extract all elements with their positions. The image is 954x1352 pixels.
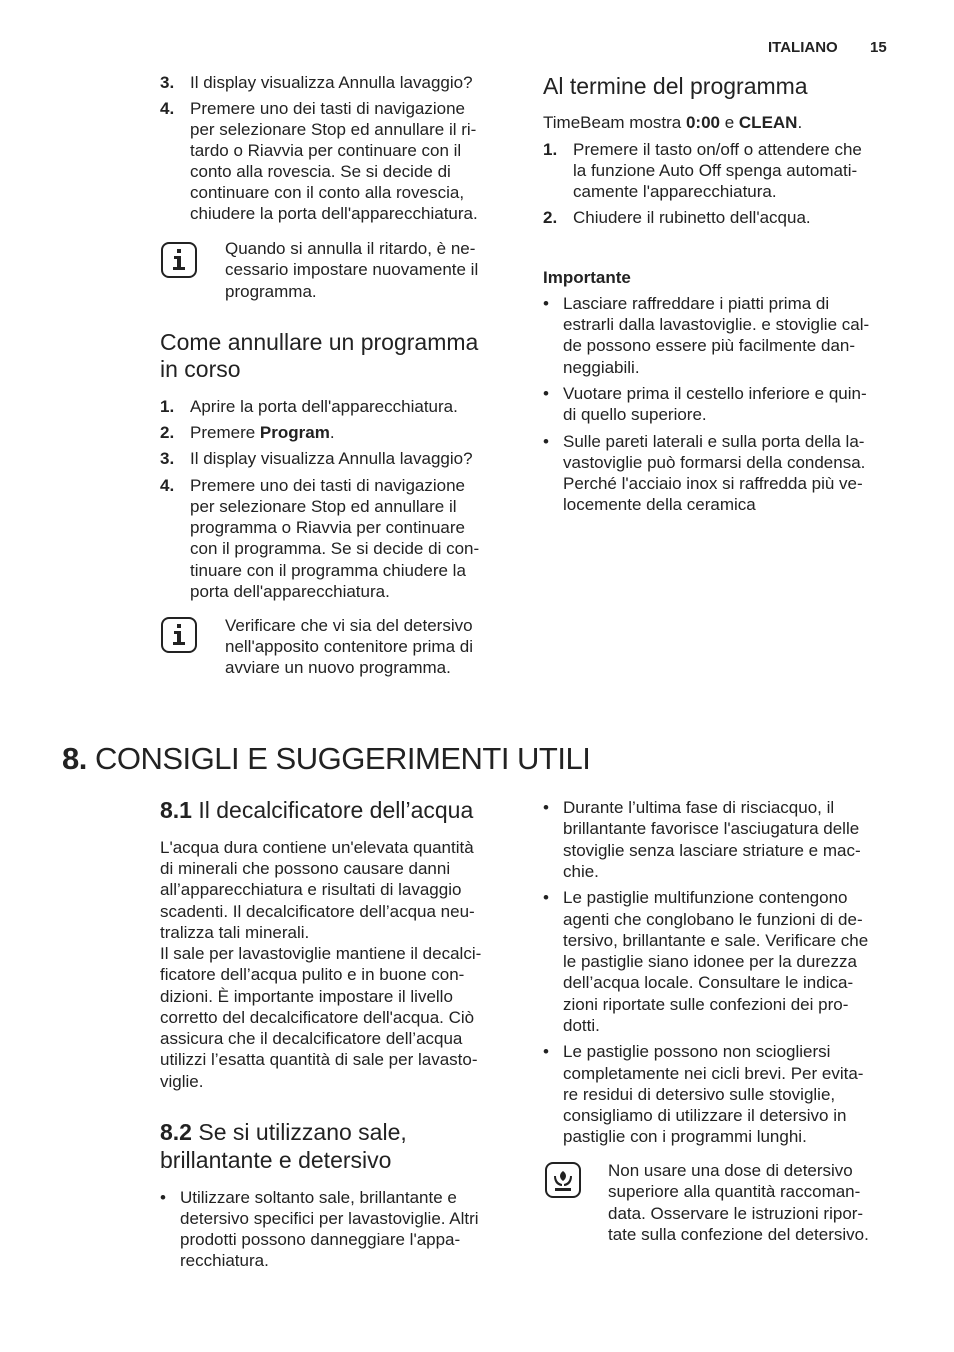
info-icon [161,617,197,653]
section-title: in corso [160,356,241,382]
step-number: 1. [160,397,175,416]
environment-icon [545,1162,581,1198]
body-text: assicura che il decalcificatore dell’acqua [160,1029,463,1048]
note-text: data. Osservare le istruzioni ripor- [608,1204,864,1223]
bullet-text: estrarli dalla lavastoviglie. e stoviglie cal- [563,315,870,334]
bullet-text: dell’acqua locale. Consultare le indica- [563,973,854,992]
subsection-title: brillantante e detersivo [160,1147,392,1173]
note-text: Quando si annulla il ritardo, è ne- [225,239,476,258]
bullet-text: dotti. [563,1016,600,1035]
section-title: Al termine del programma [543,73,808,99]
important-label: Importante [543,268,631,287]
step-text: camente l'apparecchiatura. [573,182,777,201]
bullet-text: Durante l’ultima fase di risciacquo, il [563,798,835,817]
bullet-text: neggiabili. [563,358,640,377]
bullet-text: recchiatura. [180,1251,269,1270]
body-text: dizioni. È importante impostare il livello [160,987,453,1006]
body-text: L'acqua dura contiene un'elevata quantità [160,838,474,857]
note-text: avviare un nuovo programma. [225,658,451,677]
note-text: programma. [225,282,317,301]
step-text: Chiudere il rubinetto dell'acqua. [573,208,811,227]
bullet-text: di quello superiore. [563,405,707,424]
step-text: la funzione Auto Off spenga automati- [573,161,858,180]
step-number: 2. [543,208,558,227]
note-text: Non usare una dose di detersivo [608,1161,853,1180]
bullet-dot: • [543,888,549,907]
subsection-title: 8.1 Il decalcificatore dell’acqua [160,797,474,823]
step-text: continuare con il conto alla rovescia, [190,183,465,202]
step-number: 2. [160,423,175,442]
page-number: 15 [870,39,887,56]
language-label: ITALIANO [768,39,838,56]
bullet-text: prodotti possono danneggiare l'appa- [180,1230,461,1249]
step-text: con il programma. Se si decide di con- [190,539,480,558]
bullet-text: locemente della ceramica [563,495,756,514]
subsection-title: 8.2 Se si utilizzano sale, [160,1119,407,1145]
step-text: Premere Program. [190,423,335,442]
bullet-text: consigliamo di utilizzare il detersivo in [563,1106,847,1125]
step-text: tinuare con il programma chiudere la [190,561,466,580]
bullet-text: de possono essere più facilmente dan- [563,336,856,355]
step-number: 3. [160,449,175,468]
intro-text: TimeBeam mostra 0:00 e CLEAN. [543,113,803,132]
bullet-text: re residui di detersivo sulle stoviglie, [563,1085,836,1104]
step-text: Il display visualizza Annulla lavaggio? [190,73,473,92]
step-text: Premere uno dei tasti di navigazione [190,99,465,118]
step-text: Il display visualizza Annulla lavaggio? [190,449,473,468]
step-text: tardo o Riavvia per continuare con il [190,141,462,160]
step-text: conto alla rovescia. Se si decide di [190,162,451,181]
bullet-dot: • [543,432,549,451]
body-text: tralizza tali minerali. [160,923,310,942]
chapter-title: 8. CONSIGLI E SUGGERIMENTI UTILI [62,741,591,776]
bullet-text: chie. [563,862,599,881]
bullet-text: pastiglie con i programmi lunghi. [563,1127,807,1146]
bullet-text: tersivo, brillantante e sale. Verificare che [563,931,869,950]
step-number: 4. [160,99,175,118]
step-text: per selezionare Stop ed annullare il ri- [190,120,477,139]
step-number: 4. [160,476,175,495]
bullet-text: Le pastiglie multifunzione contengono [563,888,848,907]
step-text: Premere il tasto on/off o attendere che [573,140,862,159]
step-text: Premere uno dei tasti di navigazione [190,476,465,495]
bullet-text: Lasciare raffreddare i piatti prima di [563,294,830,313]
bullet-text: Sulle pareti laterali e sulla porta della la- [563,432,865,451]
body-text: utilizzi l’esatta quantità di sale per lavasto- [160,1050,478,1069]
body-text: corretto del decalcificatore dell'acqua. Ciò [160,1008,475,1027]
bullet-text: detersivo specifici per lavastoviglie. Altri [180,1209,479,1228]
step-text: programma o Riavvia per continuare [190,518,465,537]
note-text: nell'apposito contenitore prima di [225,637,474,656]
bullet-dot: • [543,798,549,817]
bullet-text: Utilizzare soltanto sale, brillantante e [180,1188,457,1207]
step-text: Aprire la porta dell'apparecchiatura. [190,397,458,416]
section-title: Come annullare un programma [160,329,479,355]
step-text: chiudere la porta dell'apparecchiatura. [190,204,478,223]
body-text: di minerali che possono causare danni [160,859,451,878]
note-text: superiore alla quantità raccoman- [608,1182,861,1201]
step-number: 1. [543,140,558,159]
note-text: cessario impostare nuovamente il [225,260,479,279]
step-number: 3. [160,73,175,92]
bullet-dot: • [543,1042,549,1061]
body-text: scadenti. Il decalcificatore dell’acqua neu- [160,902,475,921]
body-text: ficatore dell’acqua pulito e in buone con- [160,965,465,984]
bullet-dot: • [543,294,549,313]
bullet-text: Le pastiglie possono non sciogliersi [563,1042,831,1061]
step-text: porta dell'apparecchiatura. [190,582,390,601]
bullet-dot: • [160,1188,166,1207]
step-text: per selezionare Stop ed annullare il [190,497,457,516]
body-text: all’apparecchiatura e risultati di lavaggio [160,880,462,899]
info-icon [161,242,197,278]
program-button-label: Program [259,423,330,442]
bullet-text: agenti che conglobano le funzioni di de- [563,910,863,929]
note-text: Verificare che vi sia del detersivo [225,616,473,635]
bullet-text: zioni riportate sulle confezioni dei pro- [563,995,849,1014]
bullet-text: le pastiglie siano idonee per la durezza [563,952,857,971]
body-text: viglie. [160,1072,204,1091]
bullet-dot: • [543,384,549,403]
bullet-text: vastoviglie può formarsi della condensa. [563,453,866,472]
bullet-text: completamente nei cicli brevi. Per evita- [563,1064,864,1083]
bullet-text: brillantante favorisce l'asciugatura delle [563,819,860,838]
bullet-text: Perché l'acciaio inox si raffredda più ve- [563,474,863,493]
note-text: tate sulla confezione del detersivo. [608,1225,869,1244]
body-text: Il sale per lavastoviglie mantiene il decalci- [160,944,482,963]
bullet-text: Vuotare prima il cestello inferiore e quin- [563,384,867,403]
bullet-text: stoviglie senza lasciare striature e mac- [563,841,861,860]
